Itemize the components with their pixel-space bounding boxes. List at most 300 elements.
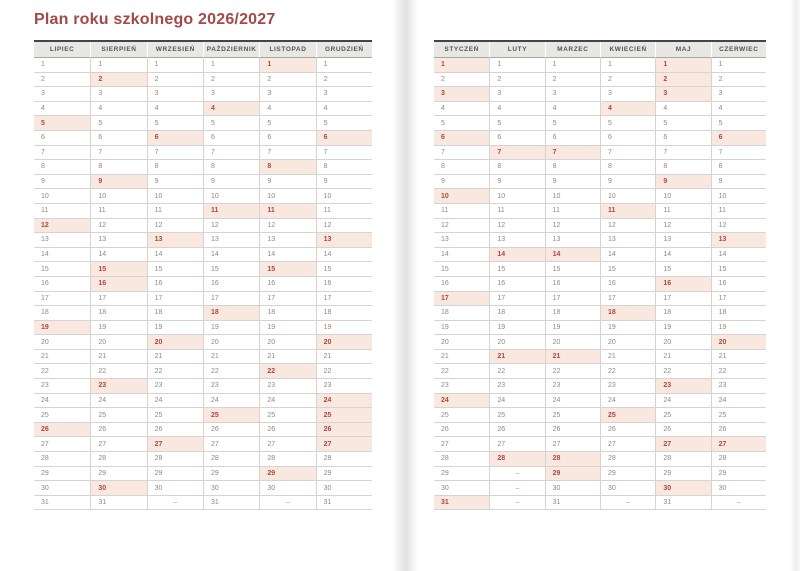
day-cell: 15	[34, 262, 90, 277]
day-cell-holiday: 1	[259, 58, 315, 73]
day-cell: 12	[711, 219, 766, 234]
day-cell: 18	[316, 306, 372, 321]
page-title: Plan roku szkolnego 2026/2027	[34, 11, 276, 28]
day-cell: 20	[90, 335, 146, 350]
day-cell: 5	[316, 116, 372, 131]
day-cell: 8	[600, 160, 655, 175]
day-cell: 27	[545, 437, 600, 452]
day-cell: 31	[90, 496, 146, 511]
day-cell: 1	[203, 58, 259, 73]
day-cell: 4	[711, 102, 766, 117]
day-cell: 17	[203, 292, 259, 307]
day-cell: 22	[434, 364, 489, 379]
day-cell: 14	[147, 248, 203, 263]
day-cell: 19	[90, 321, 146, 336]
page-gutter-shadow	[392, 0, 418, 571]
day-cell-holiday: 2	[90, 73, 146, 88]
day-cell: 7	[316, 146, 372, 161]
day-cell: 1	[34, 58, 90, 73]
day-cell: 17	[316, 292, 372, 307]
day-cell: 22	[147, 364, 203, 379]
day-cell: 12	[434, 219, 489, 234]
day-cell: 5	[203, 116, 259, 131]
day-cell: 28	[203, 452, 259, 467]
day-cell: 29	[316, 467, 372, 482]
day-cell: 22	[545, 364, 600, 379]
day-cell: 10	[203, 189, 259, 204]
day-cell: 17	[711, 292, 766, 307]
day-cell: 18	[655, 306, 710, 321]
day-cell: 4	[34, 102, 90, 117]
day-cell-holiday: 26	[34, 423, 90, 438]
day-cell: 23	[489, 379, 544, 394]
empty-day-cell: –	[489, 496, 544, 511]
day-cell: 8	[434, 160, 489, 175]
day-cell: 22	[316, 364, 372, 379]
day-cell-holiday: 29	[545, 467, 600, 482]
day-cell: 19	[545, 321, 600, 336]
day-cell: 13	[545, 233, 600, 248]
day-cell: 16	[545, 277, 600, 292]
day-cell: 21	[203, 350, 259, 365]
day-cell: 28	[600, 452, 655, 467]
day-cell: 13	[203, 233, 259, 248]
day-cell: 26	[90, 423, 146, 438]
day-cell: 12	[90, 219, 146, 234]
month-header: WRZESIEŃ	[147, 42, 203, 58]
day-cell: 28	[259, 452, 315, 467]
day-cell: 9	[711, 175, 766, 190]
day-cell: 2	[711, 73, 766, 88]
day-cell: 20	[434, 335, 489, 350]
month-header: CZERWIEC	[711, 42, 766, 58]
day-cell: 18	[545, 306, 600, 321]
day-cell: 29	[90, 467, 146, 482]
day-cell: 14	[259, 248, 315, 263]
day-cell: 7	[600, 146, 655, 161]
day-cell: 19	[203, 321, 259, 336]
day-cell: 26	[203, 423, 259, 438]
day-cell: 23	[259, 379, 315, 394]
day-cell: 2	[259, 73, 315, 88]
day-cell: 18	[434, 306, 489, 321]
day-cell: 29	[434, 467, 489, 482]
day-cell: 10	[489, 189, 544, 204]
day-cell: 15	[545, 262, 600, 277]
day-cell: 12	[147, 219, 203, 234]
day-cell-holiday: 18	[600, 306, 655, 321]
day-cell: 1	[545, 58, 600, 73]
day-cell: 16	[600, 277, 655, 292]
day-cell: 11	[90, 204, 146, 219]
day-cell: 18	[34, 306, 90, 321]
day-cell: 3	[711, 87, 766, 102]
day-cell: 10	[90, 189, 146, 204]
day-cell: 30	[711, 481, 766, 496]
day-cell: 6	[90, 131, 146, 146]
day-cell: 16	[434, 277, 489, 292]
day-cell: 18	[90, 306, 146, 321]
day-cell: 8	[489, 160, 544, 175]
day-cell: 17	[600, 292, 655, 307]
day-cell: 4	[316, 102, 372, 117]
day-cell: 27	[600, 437, 655, 452]
day-cell: 5	[434, 116, 489, 131]
day-cell: 18	[489, 306, 544, 321]
day-cell: 17	[655, 292, 710, 307]
day-cell: 30	[316, 481, 372, 496]
day-cell: 13	[600, 233, 655, 248]
day-cell: 19	[259, 321, 315, 336]
day-cell-holiday: 27	[147, 437, 203, 452]
day-cell: 19	[711, 321, 766, 336]
day-cell-holiday: 29	[259, 467, 315, 482]
month-header: SIERPIEŃ	[90, 42, 146, 58]
day-cell: 2	[147, 73, 203, 88]
day-cell: 10	[316, 189, 372, 204]
day-cell: 3	[147, 87, 203, 102]
month-header: MARZEC	[545, 42, 600, 58]
day-cell-holiday: 11	[600, 204, 655, 219]
day-cell: 13	[34, 233, 90, 248]
day-cell: 6	[655, 131, 710, 146]
day-cell-holiday: 14	[545, 248, 600, 263]
day-cell-holiday: 15	[259, 262, 315, 277]
day-cell: 28	[34, 452, 90, 467]
day-cell: 8	[34, 160, 90, 175]
day-cell: 3	[545, 87, 600, 102]
day-cell: 6	[259, 131, 315, 146]
day-cell-holiday: 20	[711, 335, 766, 350]
day-cell: 29	[711, 467, 766, 482]
month-header: STYCZEŃ	[434, 42, 489, 58]
day-cell: 26	[147, 423, 203, 438]
day-cell: 14	[34, 248, 90, 263]
day-cell: 5	[711, 116, 766, 131]
day-cell-holiday: 19	[34, 321, 90, 336]
day-cell: 9	[259, 175, 315, 190]
day-cell: 28	[434, 452, 489, 467]
day-cell-holiday: 28	[545, 452, 600, 467]
day-cell: 2	[316, 73, 372, 88]
day-cell: 21	[600, 350, 655, 365]
day-cell: 26	[489, 423, 544, 438]
day-cell-holiday: 30	[90, 481, 146, 496]
day-cell-holiday: 23	[655, 379, 710, 394]
day-cell: 27	[90, 437, 146, 452]
day-cell: 12	[545, 219, 600, 234]
day-cell: 15	[489, 262, 544, 277]
day-cell: 4	[489, 102, 544, 117]
day-cell: 8	[90, 160, 146, 175]
day-cell-holiday: 24	[434, 394, 489, 409]
day-cell: 24	[655, 394, 710, 409]
day-cell-holiday: 30	[655, 481, 710, 496]
day-cell: 21	[434, 350, 489, 365]
day-cell: 30	[259, 481, 315, 496]
day-cell: 20	[203, 335, 259, 350]
page-edge-shadow	[790, 0, 800, 571]
day-cell: 11	[147, 204, 203, 219]
day-cell: 1	[489, 58, 544, 73]
day-cell-holiday: 21	[489, 350, 544, 365]
day-cell: 5	[600, 116, 655, 131]
day-cell: 7	[434, 146, 489, 161]
day-cell: 14	[203, 248, 259, 263]
day-cell: 20	[259, 335, 315, 350]
day-cell: 27	[434, 437, 489, 452]
day-cell: 9	[434, 175, 489, 190]
day-cell: 29	[203, 467, 259, 482]
day-cell-holiday: 27	[711, 437, 766, 452]
day-cell: 25	[259, 408, 315, 423]
day-cell: 4	[147, 102, 203, 117]
day-cell: 22	[489, 364, 544, 379]
day-cell: 12	[203, 219, 259, 234]
day-cell-holiday: 13	[711, 233, 766, 248]
day-cell: 24	[711, 394, 766, 409]
day-cell: 17	[34, 292, 90, 307]
day-cell-holiday: 24	[316, 394, 372, 409]
day-cell-holiday: 10	[434, 189, 489, 204]
month-header: GRUDZIEŃ	[316, 42, 372, 58]
empty-day-cell: –	[711, 496, 766, 511]
day-cell: 24	[259, 394, 315, 409]
day-cell: 30	[434, 481, 489, 496]
day-cell: 5	[259, 116, 315, 131]
day-cell: 11	[545, 204, 600, 219]
day-cell: 5	[545, 116, 600, 131]
day-cell: 23	[711, 379, 766, 394]
day-cell: 2	[34, 73, 90, 88]
day-cell: 5	[90, 116, 146, 131]
day-cell-holiday: 25	[203, 408, 259, 423]
day-cell: 3	[489, 87, 544, 102]
day-cell-holiday: 5	[34, 116, 90, 131]
day-cell: 17	[489, 292, 544, 307]
day-cell: 22	[711, 364, 766, 379]
day-cell: 28	[147, 452, 203, 467]
month-header: MAJ	[655, 42, 710, 58]
day-cell-holiday: 15	[90, 262, 146, 277]
day-cell: 19	[489, 321, 544, 336]
day-cell: 1	[147, 58, 203, 73]
day-cell: 29	[600, 467, 655, 482]
day-cell: 19	[655, 321, 710, 336]
day-cell-holiday: 14	[489, 248, 544, 263]
day-cell: 21	[655, 350, 710, 365]
day-cell: 21	[34, 350, 90, 365]
day-cell: 17	[147, 292, 203, 307]
day-cell-holiday: 4	[600, 102, 655, 117]
day-cell: 21	[259, 350, 315, 365]
day-cell-holiday: 7	[545, 146, 600, 161]
day-cell: 12	[655, 219, 710, 234]
day-cell: 7	[203, 146, 259, 161]
day-cell: 14	[600, 248, 655, 263]
day-cell-holiday: 18	[203, 306, 259, 321]
day-cell: 21	[316, 350, 372, 365]
day-cell-holiday: 3	[434, 87, 489, 102]
day-cell: 20	[34, 335, 90, 350]
day-cell-holiday: 11	[259, 204, 315, 219]
day-cell: 17	[545, 292, 600, 307]
day-cell: 8	[711, 160, 766, 175]
day-cell: 12	[489, 219, 544, 234]
day-cell: 9	[545, 175, 600, 190]
day-cell-holiday: 17	[434, 292, 489, 307]
day-cell: 17	[259, 292, 315, 307]
day-cell: 26	[434, 423, 489, 438]
day-cell: 31	[203, 496, 259, 511]
day-cell-holiday: 3	[655, 87, 710, 102]
day-cell: 25	[489, 408, 544, 423]
day-cell: 12	[316, 219, 372, 234]
day-cell: 22	[203, 364, 259, 379]
day-cell-holiday: 25	[316, 408, 372, 423]
day-cell: 2	[203, 73, 259, 88]
day-cell: 15	[711, 262, 766, 277]
day-cell: 8	[147, 160, 203, 175]
day-cell: 4	[90, 102, 146, 117]
day-cell: 1	[316, 58, 372, 73]
day-cell: 8	[203, 160, 259, 175]
day-cell: 25	[147, 408, 203, 423]
day-cell: 28	[90, 452, 146, 467]
day-cell: 29	[655, 467, 710, 482]
day-cell: 31	[316, 496, 372, 511]
calendar-table-right	[434, 40, 766, 510]
day-cell: 26	[259, 423, 315, 438]
day-cell: 23	[434, 379, 489, 394]
day-cell-holiday: 16	[90, 277, 146, 292]
day-cell: 10	[147, 189, 203, 204]
day-cell: 24	[90, 394, 146, 409]
day-cell: 3	[600, 87, 655, 102]
day-cell: 19	[147, 321, 203, 336]
day-cell: 30	[147, 481, 203, 496]
day-cell: 19	[316, 321, 372, 336]
day-cell: 10	[655, 189, 710, 204]
day-cell: 27	[203, 437, 259, 452]
day-cell: 15	[655, 262, 710, 277]
day-cell-holiday: 9	[655, 175, 710, 190]
day-cell: 29	[34, 467, 90, 482]
day-cell: 2	[600, 73, 655, 88]
day-cell: 19	[600, 321, 655, 336]
day-cell: 17	[90, 292, 146, 307]
day-cell-holiday: 25	[600, 408, 655, 423]
day-cell: 13	[489, 233, 544, 248]
day-cell: 13	[434, 233, 489, 248]
day-cell: 11	[34, 204, 90, 219]
day-cell: 14	[434, 248, 489, 263]
day-cell: 13	[90, 233, 146, 248]
day-cell-holiday: 1	[434, 58, 489, 73]
day-cell: 6	[34, 131, 90, 146]
calendar-table-left	[34, 40, 372, 510]
day-cell: 23	[34, 379, 90, 394]
day-cell: 25	[711, 408, 766, 423]
day-cell: 24	[203, 394, 259, 409]
day-cell: 23	[203, 379, 259, 394]
day-cell: 15	[434, 262, 489, 277]
day-cell-holiday: 2	[655, 73, 710, 88]
day-cell: 18	[711, 306, 766, 321]
empty-day-cell: –	[600, 496, 655, 511]
day-cell-holiday: 28	[489, 452, 544, 467]
day-cell: 31	[655, 496, 710, 511]
day-cell: 9	[600, 175, 655, 190]
day-cell: 23	[600, 379, 655, 394]
day-cell: 24	[489, 394, 544, 409]
day-cell: 28	[711, 452, 766, 467]
day-cell: 25	[90, 408, 146, 423]
day-cell: 8	[655, 160, 710, 175]
day-cell: 3	[90, 87, 146, 102]
day-cell: 13	[259, 233, 315, 248]
day-cell: 15	[316, 262, 372, 277]
day-cell: 20	[600, 335, 655, 350]
day-cell: 6	[203, 131, 259, 146]
day-cell-holiday: 13	[316, 233, 372, 248]
day-cell: 5	[147, 116, 203, 131]
day-cell: 2	[434, 73, 489, 88]
day-cell: 30	[34, 481, 90, 496]
day-cell: 20	[655, 335, 710, 350]
day-cell: 2	[489, 73, 544, 88]
day-cell-holiday: 7	[489, 146, 544, 161]
day-cell: 16	[259, 277, 315, 292]
day-cell: 5	[489, 116, 544, 131]
day-cell: 23	[147, 379, 203, 394]
day-cell-holiday: 27	[655, 437, 710, 452]
day-cell: 4	[434, 102, 489, 117]
day-cell: 6	[600, 131, 655, 146]
day-cell: 11	[316, 204, 372, 219]
day-cell: 11	[434, 204, 489, 219]
day-cell: 9	[34, 175, 90, 190]
day-cell: 23	[545, 379, 600, 394]
day-cell: 10	[545, 189, 600, 204]
day-cell: 10	[34, 189, 90, 204]
day-cell: 26	[655, 423, 710, 438]
day-cell-holiday: 1	[655, 58, 710, 73]
day-cell: 22	[600, 364, 655, 379]
day-cell: 10	[259, 189, 315, 204]
day-cell: 27	[259, 437, 315, 452]
day-cell: 13	[655, 233, 710, 248]
day-cell-holiday: 6	[711, 131, 766, 146]
day-cell: 1	[711, 58, 766, 73]
day-cell: 20	[489, 335, 544, 350]
day-cell: 11	[711, 204, 766, 219]
day-cell: 7	[34, 146, 90, 161]
day-cell: 25	[34, 408, 90, 423]
day-cell: 9	[316, 175, 372, 190]
day-cell: 19	[434, 321, 489, 336]
day-cell: 1	[90, 58, 146, 73]
day-cell: 30	[545, 481, 600, 496]
day-cell: 10	[600, 189, 655, 204]
day-cell: 14	[90, 248, 146, 263]
day-cell: 29	[147, 467, 203, 482]
day-cell: 24	[34, 394, 90, 409]
day-cell: 18	[147, 306, 203, 321]
day-cell-holiday: 9	[90, 175, 146, 190]
day-cell: 12	[600, 219, 655, 234]
day-cell-holiday: 26	[316, 423, 372, 438]
